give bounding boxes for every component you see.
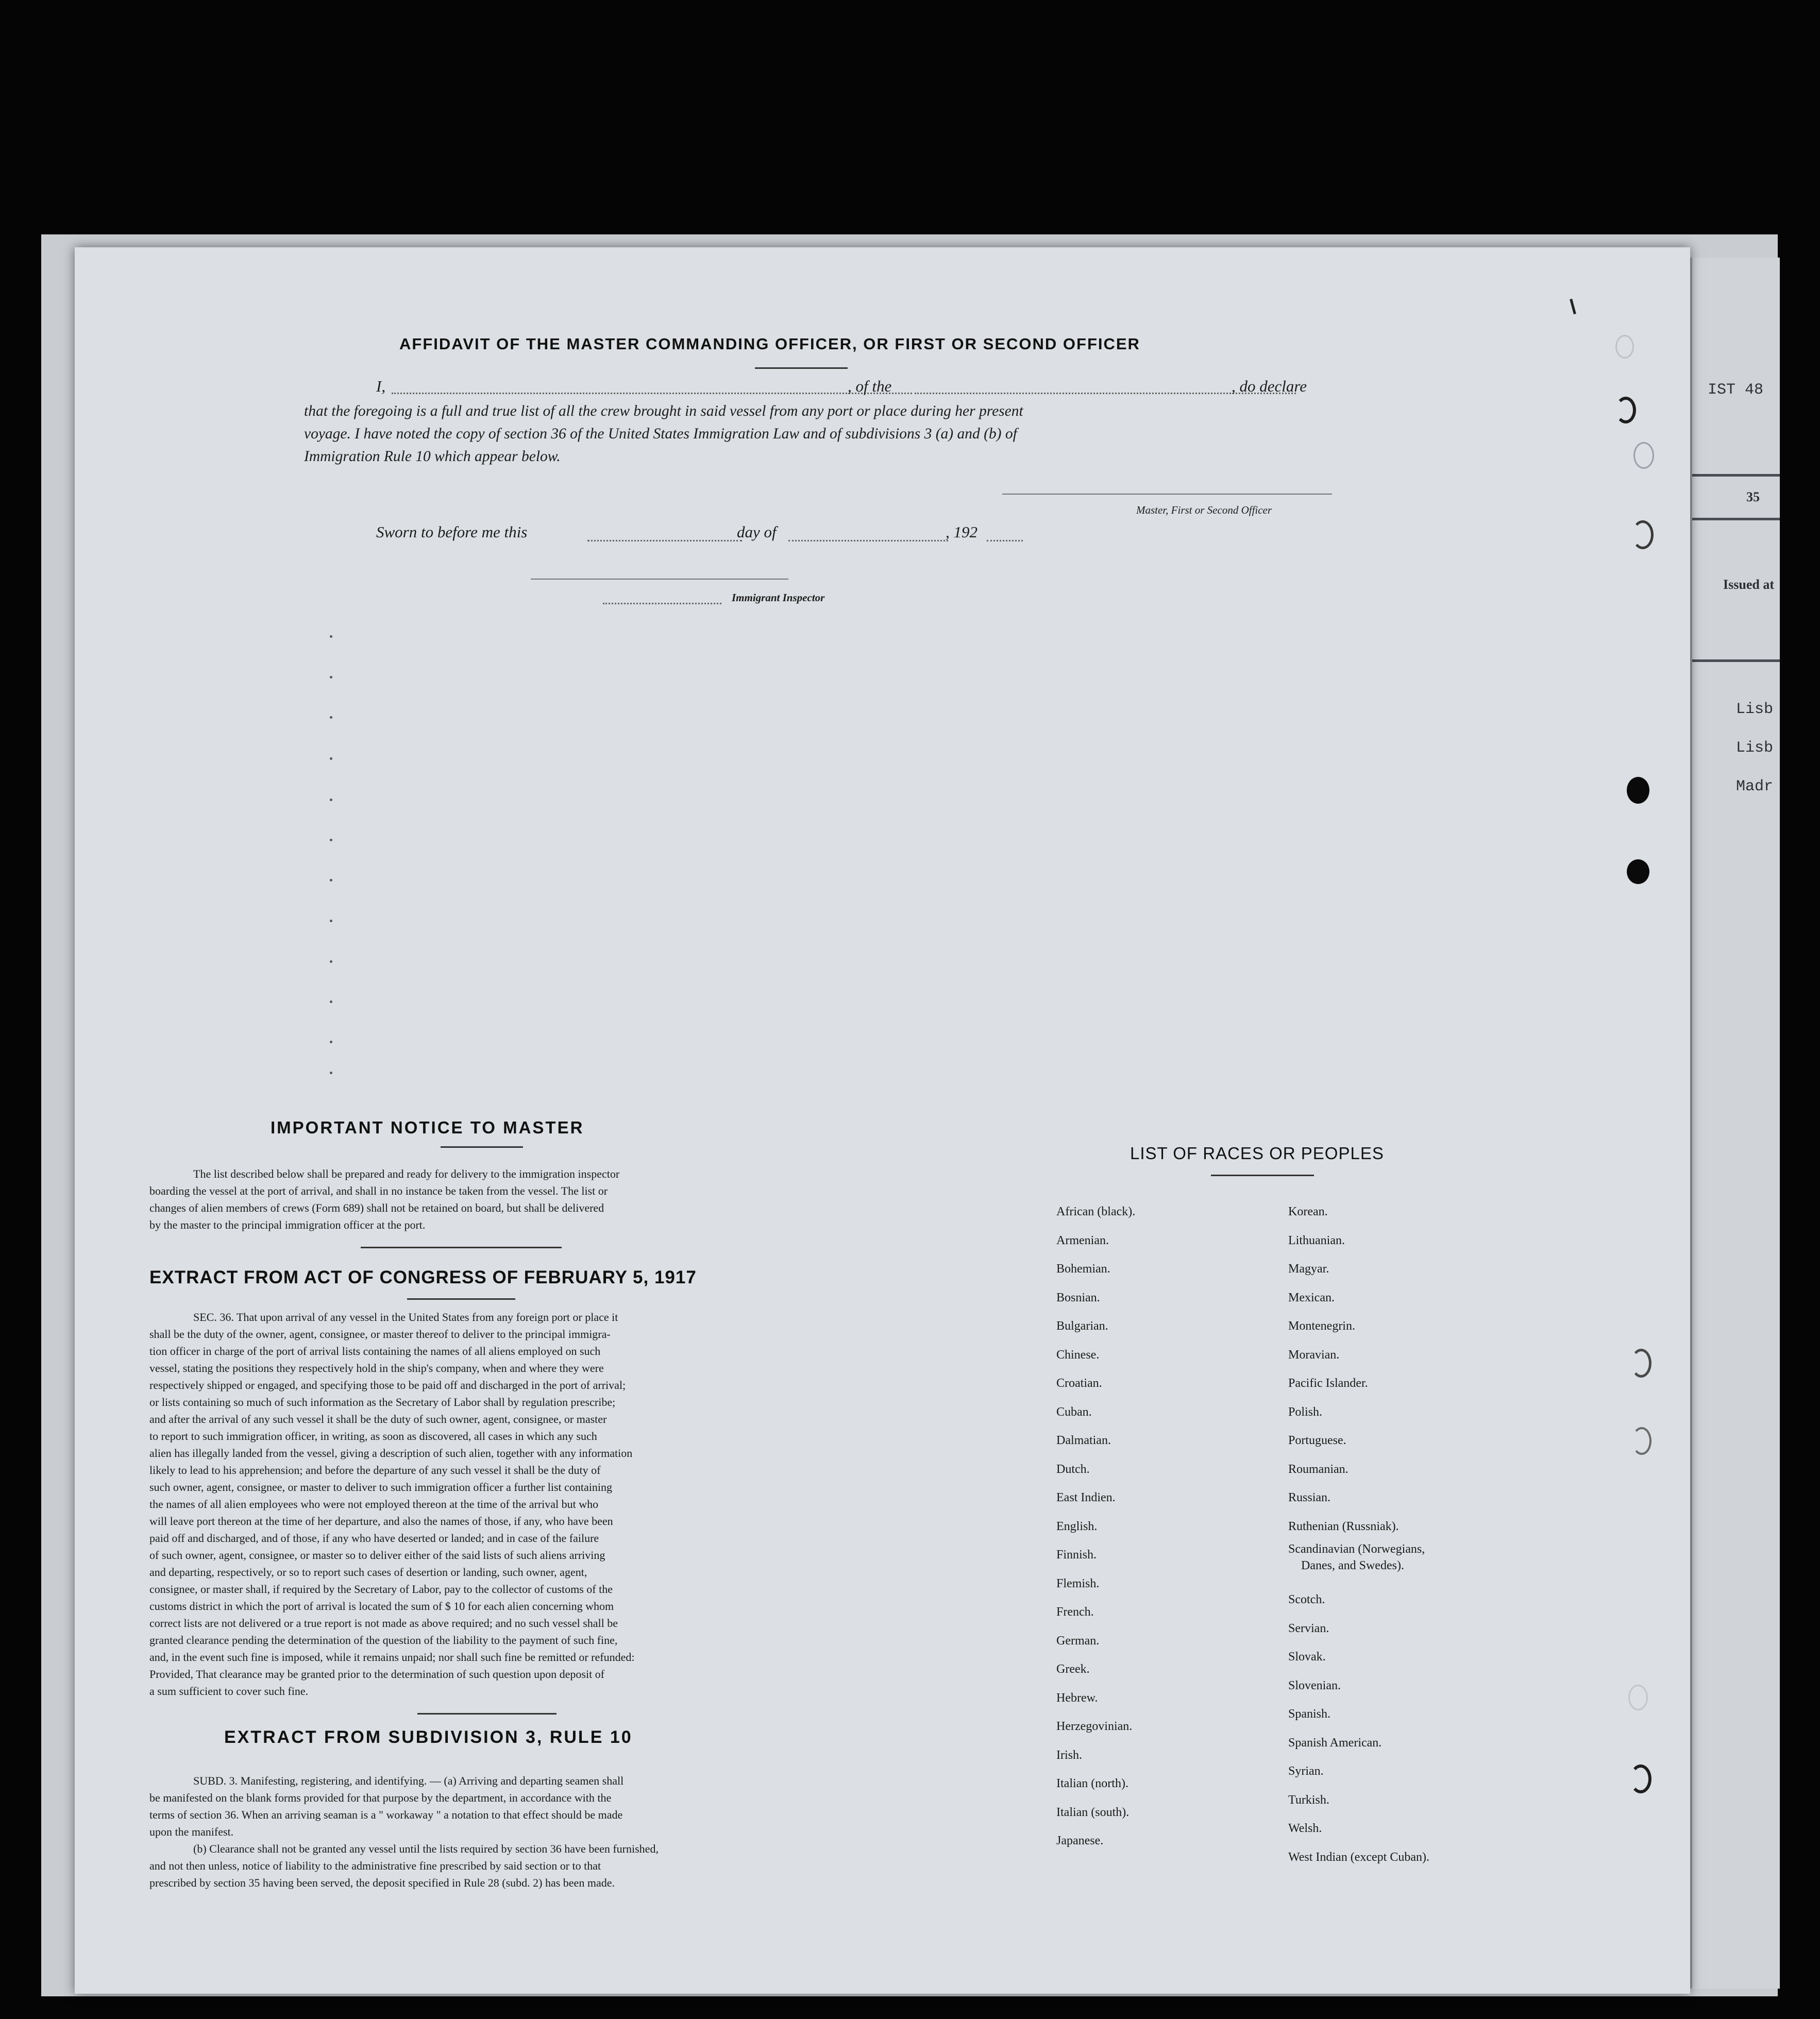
act-line: the names of all alien employees who were not employed thereon at the time of the arrival but who bbox=[149, 1498, 599, 1511]
binder-hole bbox=[1632, 520, 1654, 549]
inspector-label: Immigrant Inspector bbox=[732, 591, 825, 604]
act-line: of such owner, agent, consignee, or master so to deliver either of the said lists of such aliens arriving bbox=[149, 1549, 605, 1562]
act-extract-body bbox=[149, 1309, 848, 1700]
declaration-of-the: , of the bbox=[848, 377, 892, 395]
margin-dot bbox=[330, 960, 332, 963]
sworn-year-blank bbox=[987, 540, 1023, 541]
sworn-text: Sworn to before me this bbox=[376, 523, 528, 541]
notice-line: changes of alien members of crews (Form 689) shall not be retained on board, but shall be delivered bbox=[149, 1201, 604, 1214]
act-line: respectively shipped or engaged, and specifying those to be paid off and discharged in the port of arrival; bbox=[149, 1379, 626, 1392]
binder-hole bbox=[1631, 1349, 1652, 1378]
declaration-do-declare: , do declare bbox=[1232, 377, 1307, 395]
margin-dot bbox=[330, 1000, 332, 1003]
signature-label: Master, First or Second Officer bbox=[1136, 504, 1272, 516]
act-line: SEC. 36. That upon arrival of any vessel in the United States from any foreign port or place it bbox=[193, 1311, 618, 1324]
race-item: Japanese. bbox=[1056, 1834, 1104, 1847]
binder-hole bbox=[1627, 859, 1649, 884]
race-item: Roumanian. bbox=[1288, 1462, 1349, 1476]
act-line: consignee, or master shall, if required by the Secretary of Labor, pay to the collector of customs of the bbox=[149, 1583, 613, 1596]
act-line: and after the arrival of any such vessel it shall be the duty of such owner, agent, consignee, or master bbox=[149, 1413, 607, 1426]
sworn-month-blank bbox=[788, 540, 948, 541]
page-number: 35 bbox=[1746, 489, 1760, 504]
act-extract-underline bbox=[407, 1298, 515, 1300]
race-item: Italian (south). bbox=[1056, 1805, 1130, 1819]
race-item: Croatian. bbox=[1056, 1377, 1102, 1390]
rule-line: prescribed by section 35 having been served, the deposit specified in Rule 28 (subd. 2) has been made. bbox=[149, 1876, 615, 1889]
race-item: Ruthenian (Russniak). bbox=[1288, 1519, 1399, 1533]
act-line: tion officer in charge of the port of arrival lists containing the names of all aliens employed on such bbox=[149, 1345, 601, 1358]
act-line: granted clearance pending the determination of the question of the liability to the payment of such fine, bbox=[149, 1634, 618, 1647]
margin-dot bbox=[330, 839, 332, 841]
declaration-line-2: that the foregoing is a full and true list of all the crew brought in said vessel from any port or place during her present bbox=[304, 403, 1023, 419]
signature-line bbox=[1002, 494, 1332, 495]
act-line: to report to such immigration officer, in writing, as soon as discovered, all cases in which any such bbox=[149, 1430, 597, 1443]
affidavit-title: AFFIDAVIT OF THE MASTER COMMANDING OFFICER, OR FIRST OR SECOND OFFICER bbox=[399, 335, 1140, 353]
race-item: Polish. bbox=[1288, 1405, 1323, 1419]
margin-dot bbox=[330, 757, 332, 760]
race-item: Herzegovinian. bbox=[1056, 1720, 1133, 1733]
adjacent-manifest-strip bbox=[1690, 258, 1780, 1989]
race-item: Greek. bbox=[1056, 1662, 1090, 1676]
race-item: Slovenian. bbox=[1288, 1678, 1341, 1692]
strip-rule bbox=[1692, 659, 1780, 662]
notice-line: The list described below shall be prepared and ready for delivery to the immigration inspector bbox=[193, 1167, 620, 1180]
race-item: East Indien. bbox=[1056, 1491, 1116, 1504]
margin-dot bbox=[330, 676, 332, 678]
pen-mark bbox=[1570, 299, 1576, 314]
notice-body bbox=[149, 1165, 848, 1233]
rule-extract-title: EXTRACT FROM SUBDIVISION 3, RULE 10 bbox=[224, 1727, 633, 1747]
race-item: Dalmatian. bbox=[1056, 1434, 1111, 1447]
notice-line: boarding the vessel at the port of arrival, and shall in no instance be taken from the vessel. The list or bbox=[149, 1184, 608, 1197]
race-item: African (black). bbox=[1056, 1205, 1136, 1218]
race-item: Scandinavian (Norwegians, bbox=[1288, 1542, 1425, 1556]
declaration-line-3: voyage. I have noted the copy of section 36 of the United States Immigration Law and of subdivisions 3 (a) and (b) of bbox=[304, 426, 1017, 442]
race-item: Flemish. bbox=[1056, 1576, 1100, 1590]
act-line: alien has illegally landed from the vessel, giving a description of such alien, together with any information bbox=[149, 1447, 633, 1460]
race-item: Scotch. bbox=[1288, 1593, 1325, 1606]
binder-hole bbox=[1633, 442, 1654, 469]
act-line: customs district in which the port of arrival is located the sum of $ 10 for each alien concerning whom bbox=[149, 1600, 614, 1613]
act-extract-title: EXTRACT FROM ACT OF CONGRESS OF FEBRUARY 5, 1917 bbox=[149, 1267, 697, 1287]
race-item: Spanish. bbox=[1288, 1707, 1331, 1721]
act-line: likely to lead to his apprehension; and before the departure of any such vessel it shall be the duty of bbox=[149, 1464, 601, 1477]
rule-line: terms of section 36. When an arriving seaman is a " workaway " a notation to that effect should be made bbox=[149, 1808, 623, 1821]
margin-dot bbox=[330, 716, 332, 719]
act-line: a sum sufficient to cover such fine. bbox=[149, 1685, 309, 1698]
declaration-pronoun: I, bbox=[376, 377, 386, 395]
race-item: Lithuanian. bbox=[1288, 1233, 1345, 1247]
margin-dot bbox=[330, 1072, 332, 1074]
act-line: shall be the duty of the owner, agent, consignee, or master thereof to deliver to the principal immigra- bbox=[149, 1328, 611, 1341]
act-line: vessel, stating the positions they respectively hold in the ship's company, when and where they were bbox=[149, 1362, 604, 1375]
act-line: such owner, agent, consignee, or master to deliver to such immigration officer a further list containing bbox=[149, 1481, 613, 1494]
strip-rule bbox=[1692, 518, 1780, 520]
act-line: correct lists are not delivered or a true report is not made as above required; and no such vessel shall be bbox=[149, 1617, 618, 1630]
rule-line: upon the manifest. bbox=[149, 1825, 234, 1838]
race-item: Servian. bbox=[1288, 1621, 1329, 1635]
act-line: or lists containing so much of such information as the Secretary of Labor shall by regulation prescribe; bbox=[149, 1396, 616, 1409]
binder-hole bbox=[1627, 777, 1649, 804]
sworn-day-of: day of bbox=[737, 523, 777, 541]
rule-line: (b) Clearance shall not be granted any vessel until the lists required by section 36 have been furnished, bbox=[193, 1842, 659, 1855]
margin-dot bbox=[330, 799, 332, 801]
inspector-dotted-line bbox=[603, 603, 721, 604]
race-item: Welsh. bbox=[1288, 1822, 1322, 1835]
port-entry: Lisb bbox=[1736, 739, 1774, 757]
rule-line: be manifested on the blank forms provided for that purpose by the department, in accordance with the bbox=[149, 1791, 612, 1804]
binder-hole bbox=[1615, 335, 1634, 359]
binder-hole bbox=[1632, 1427, 1652, 1455]
race-item: Korean. bbox=[1288, 1205, 1328, 1218]
race-item: Armenian. bbox=[1056, 1233, 1109, 1247]
race-item: German. bbox=[1056, 1634, 1100, 1648]
notice-underline bbox=[441, 1146, 523, 1148]
officer-name-blank bbox=[392, 393, 912, 394]
strip-rule bbox=[1692, 474, 1780, 477]
act-line: Provided, That clearance may be granted prior to the determination of such question upon deposit of bbox=[149, 1668, 605, 1681]
race-item: Turkish. bbox=[1288, 1793, 1329, 1807]
margin-dot bbox=[330, 1041, 332, 1043]
notice-title: IMPORTANT NOTICE TO MASTER bbox=[271, 1118, 584, 1137]
sworn-day-blank bbox=[587, 540, 742, 541]
race-item: Russian. bbox=[1288, 1491, 1331, 1504]
race-item: French. bbox=[1056, 1605, 1094, 1619]
act-line: will leave port thereon at the time of her departure, and also the names of those, if any, who have been bbox=[149, 1515, 613, 1528]
race-item: Hebrew. bbox=[1056, 1691, 1098, 1705]
race-item: Montenegrin. bbox=[1288, 1319, 1355, 1333]
race-item: Bulgarian. bbox=[1056, 1319, 1108, 1333]
races-right-column bbox=[1288, 1198, 1429, 1872]
race-item: Mexican. bbox=[1288, 1291, 1335, 1304]
races-underline bbox=[1211, 1175, 1314, 1176]
races-left-column bbox=[1056, 1198, 1135, 1856]
race-item: Pacific Islander. bbox=[1288, 1377, 1368, 1390]
race-item: Irish. bbox=[1056, 1748, 1082, 1762]
inspector-signature-line bbox=[531, 579, 788, 580]
race-item: Finnish. bbox=[1056, 1548, 1097, 1562]
binder-hole bbox=[1630, 1764, 1652, 1793]
list-number: IST 48 bbox=[1708, 381, 1764, 399]
margin-dot bbox=[330, 920, 332, 922]
race-item: English. bbox=[1056, 1519, 1098, 1533]
race-item: Danes, and Swedes). bbox=[1301, 1559, 1404, 1572]
race-item: Cuban. bbox=[1056, 1405, 1092, 1419]
act-extract-divider bbox=[417, 1713, 557, 1715]
affidavit-page bbox=[75, 247, 1690, 1994]
race-item: Syrian. bbox=[1288, 1764, 1324, 1778]
sworn-year: , 192 bbox=[946, 523, 978, 541]
rule-extract-body bbox=[149, 1772, 848, 1891]
race-item: Italian (north). bbox=[1056, 1777, 1128, 1790]
issued-at-label: Issued at bbox=[1723, 577, 1774, 592]
declaration-line-4: Immigration Rule 10 which appear below. bbox=[304, 448, 561, 465]
race-item: Portuguese. bbox=[1288, 1434, 1346, 1447]
binder-hole bbox=[1615, 397, 1636, 423]
act-line: and, in the event such fine is imposed, while it remains unpaid; nor shall such fine be remitted or refunded: bbox=[149, 1651, 635, 1664]
margin-dot bbox=[330, 879, 332, 881]
race-item: Moravian. bbox=[1288, 1348, 1340, 1362]
rule-line: and not then unless, notice of liability to the administrative fine prescribed by said section or to that bbox=[149, 1859, 601, 1872]
race-item: Slovak. bbox=[1288, 1650, 1326, 1664]
port-entry: Madr bbox=[1736, 778, 1774, 795]
notice-line: by the master to the principal immigration officer at the port. bbox=[149, 1218, 426, 1231]
act-line: and departing, respectively, or so to report such cases of desertion or landing, such owner, agent, bbox=[149, 1566, 587, 1579]
race-item: Spanish American. bbox=[1288, 1736, 1382, 1750]
race-item: Bohemian. bbox=[1056, 1262, 1110, 1276]
notice-divider bbox=[361, 1247, 562, 1248]
races-title: LIST OF RACES OR PEOPLES bbox=[1130, 1144, 1384, 1163]
act-line: paid off and discharged, and of those, if any who have deserted or landed; and in case of the failure bbox=[149, 1532, 599, 1545]
margin-dot bbox=[330, 635, 332, 638]
race-item: West Indian (except Cuban). bbox=[1288, 1850, 1429, 1864]
race-item: Magyar. bbox=[1288, 1262, 1329, 1276]
binder-hole bbox=[1628, 1685, 1648, 1710]
race-item: Dutch. bbox=[1056, 1462, 1090, 1476]
port-entry: Lisb bbox=[1736, 701, 1774, 718]
title-underline bbox=[755, 367, 848, 369]
race-item: Bosnian. bbox=[1056, 1291, 1100, 1304]
rule-line: SUBD. 3. Manifesting, registering, and identifying. — (a) Arriving and departing seamen shall bbox=[193, 1774, 624, 1787]
race-item: Chinese. bbox=[1056, 1348, 1100, 1362]
